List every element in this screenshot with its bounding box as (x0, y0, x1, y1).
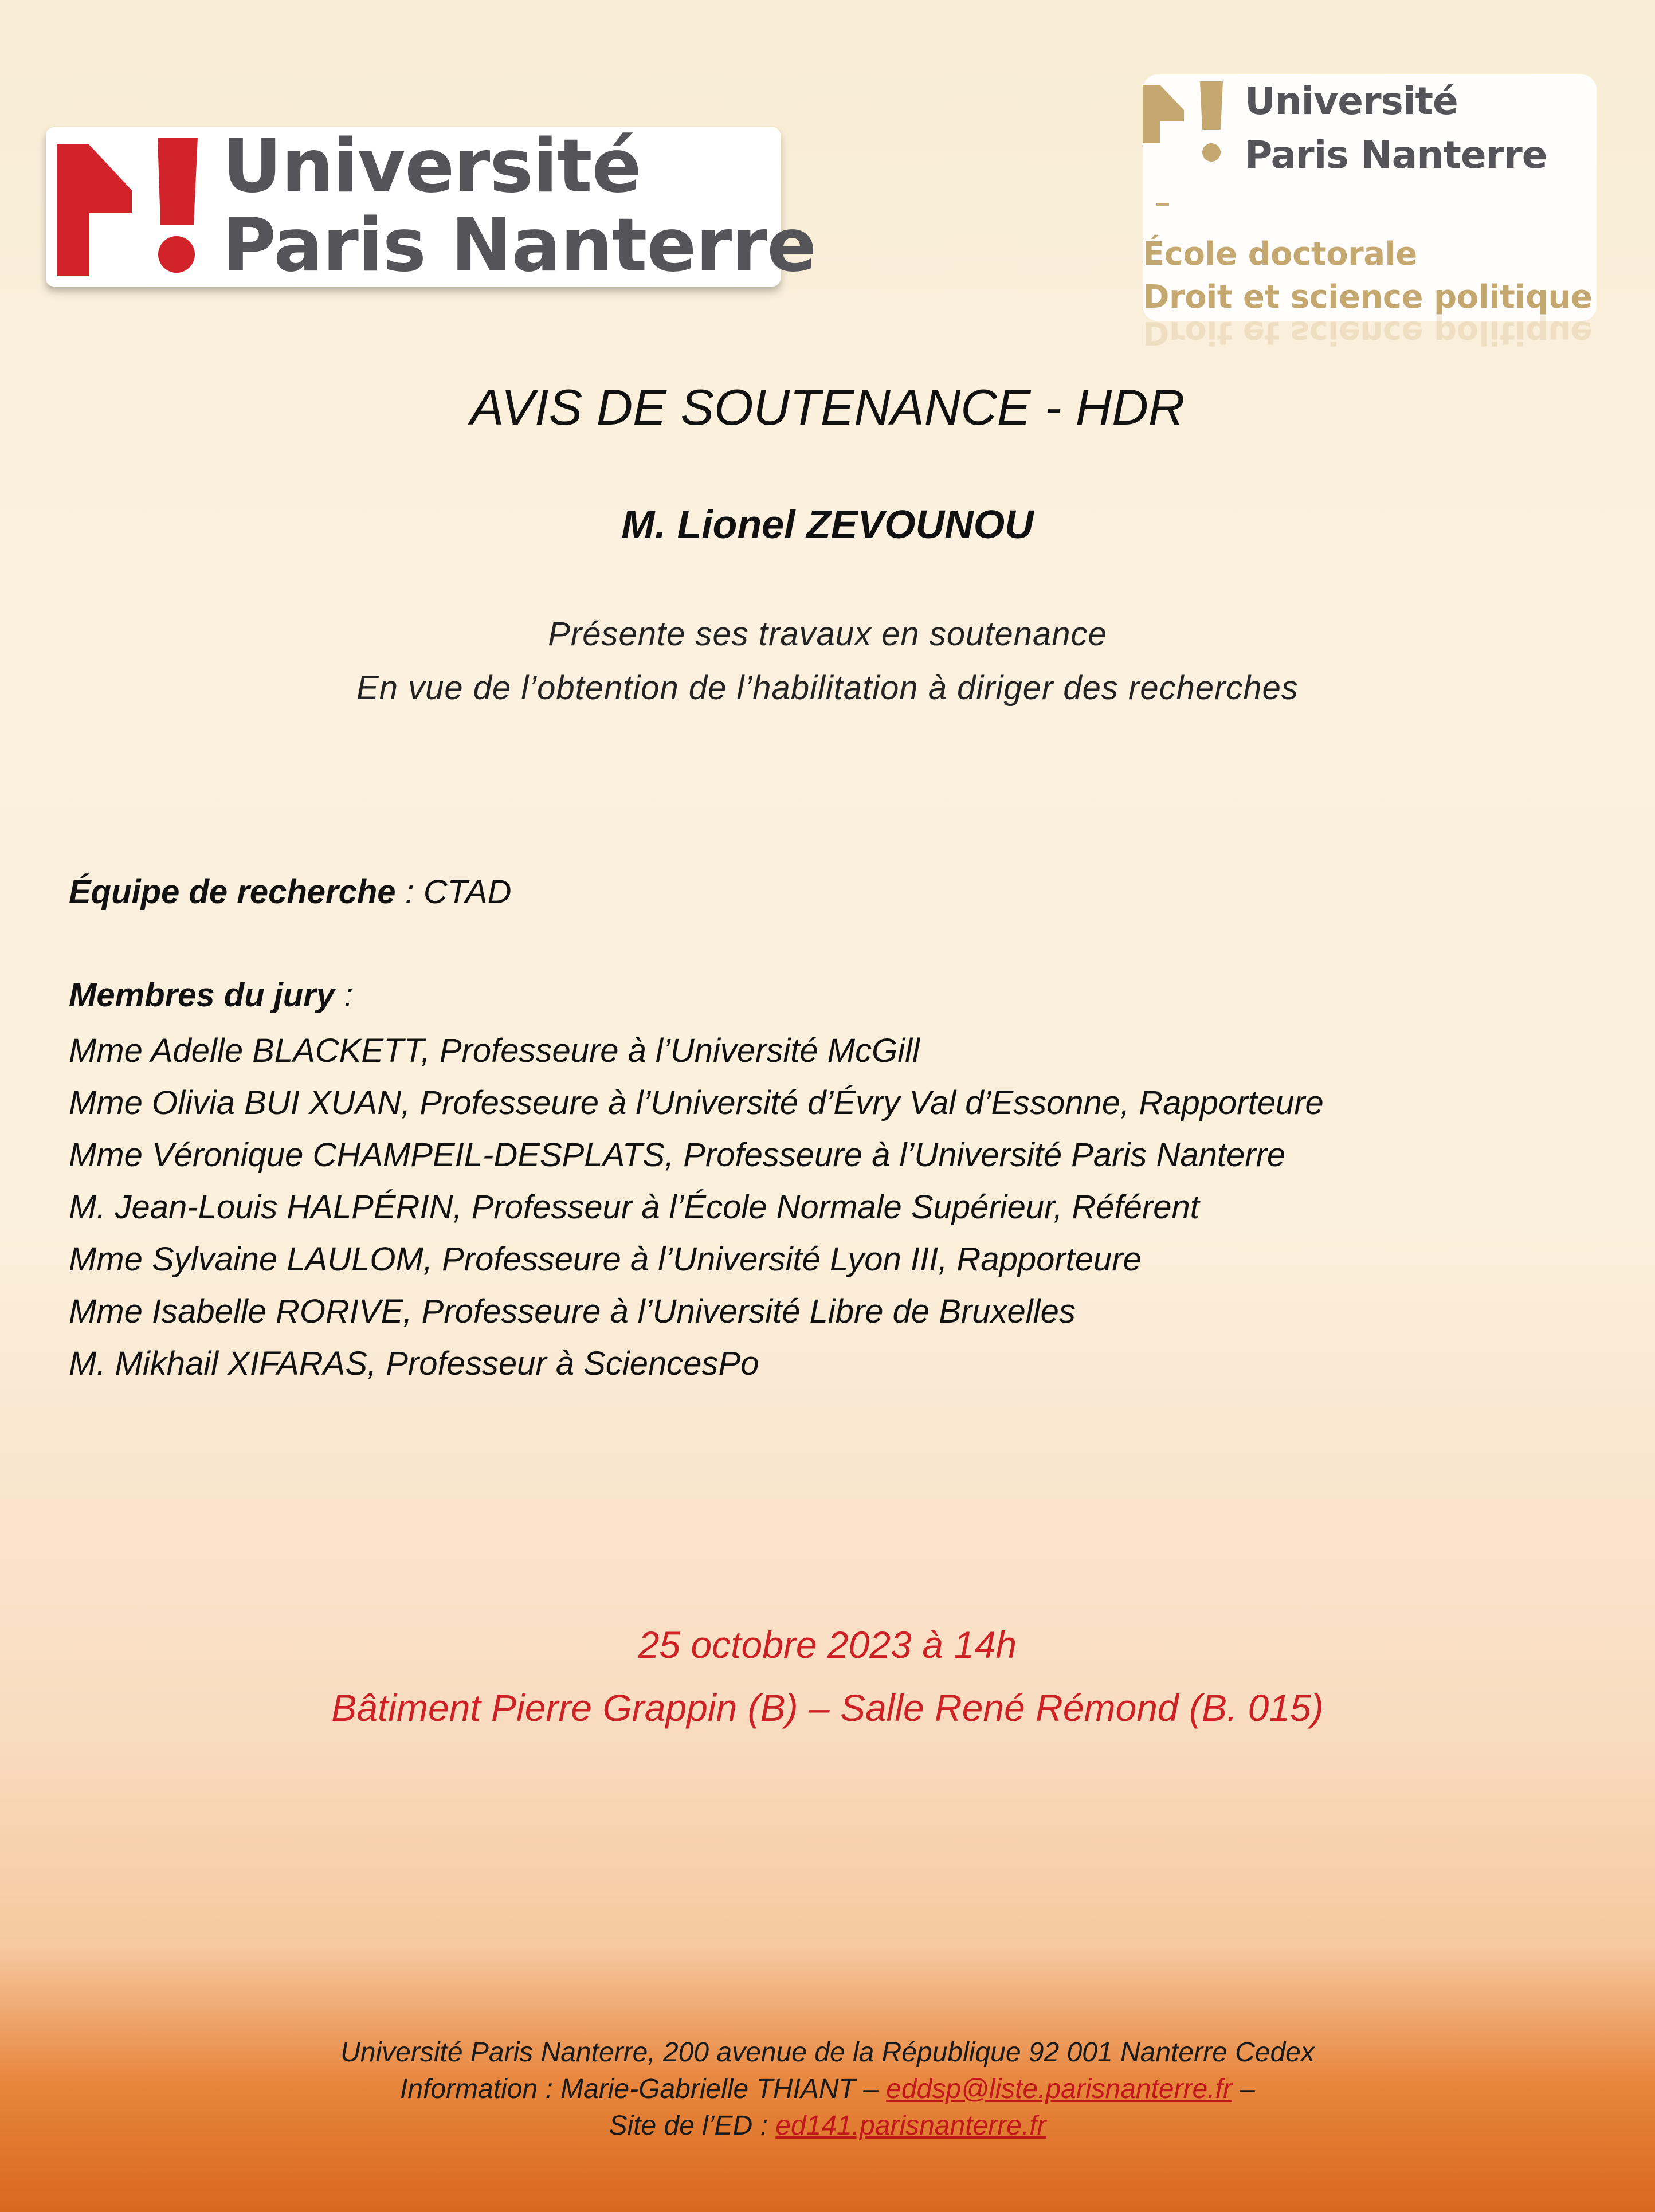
page-title: AVIS DE SOUTENANCE - HDR (470, 379, 1185, 436)
subtitle-line1: Présente ses travaux en soutenance (548, 615, 1107, 653)
nanterre-logo-mark-gold-icon (1143, 74, 1246, 166)
subtitle-line2: En vue de l’obtention de l’habilitation à diriger des recherches (356, 669, 1299, 707)
logo-universite-paris-nanterre (46, 124, 817, 288)
logo-right-line1: Université (1245, 79, 1458, 123)
logo-right-reflection: Droit et science politique (1143, 314, 1593, 351)
logo-right-school-line2: Droit et science politique (1143, 279, 1593, 316)
jury-member: Mme Olivia BUI XUAN, Professeure à l’Université d’Évry Val d’Essonne, Rapporteure (69, 1084, 1324, 1121)
jury-member: Mme Sylvaine LAULOM, Professeure à l’Université Lyon III, Rapporteure (69, 1241, 1142, 1278)
jury-separator: : (335, 976, 354, 1014)
event-place: Bâtiment Pierre Grappin (B) – Salle René Rémond (B. 015) (331, 1687, 1324, 1729)
research-team-label: Équipe de recherche (69, 873, 396, 911)
footer-address: Université Paris Nanterre, 200 avenue de la République 92 001 Nanterre Cedex (340, 2037, 1315, 2068)
ed-site-link[interactable]: ed141.parisnanterre.fr (775, 2111, 1046, 2141)
footer-site-prefix: Site de l’ED : (609, 2111, 776, 2141)
research-team (69, 866, 511, 918)
footer-information (0, 2071, 1655, 2108)
jury-member: M. Jean-Louis HALPÉRIN, Professeur à l’École Normale Supérieur, Référent (69, 1189, 1199, 1226)
jury-label: Membres du jury (69, 976, 335, 1014)
logo-left-line1: Université (222, 124, 641, 209)
logo-right-school-line1: École doctorale (1143, 236, 1417, 273)
candidate-name: M. Lionel ZEVOUNOU (621, 502, 1034, 547)
logo-ecole-doctorale (1143, 74, 1597, 351)
footer-site (0, 2108, 1655, 2144)
jury-member: Mme Adelle BLACKETT, Professeure à l’Université McGill (69, 1032, 920, 1069)
contact-email-link[interactable]: eddsp@liste.parisnanterre.fr (886, 2074, 1232, 2104)
logo-right-divider (1156, 203, 1169, 206)
research-team-value: CTAD (423, 873, 512, 911)
event-date: 25 octobre 2023 à 14h (638, 1623, 1017, 1666)
logo-left-line2: Paris Nanterre (222, 203, 817, 288)
jury-member: Mme Véronique CHAMPEIL-DESPLATS, Professeure à l’Université Paris Nanterre (69, 1136, 1286, 1174)
jury-member: Mme Isabelle RORIVE, Professeure à l’Université Libre de Bruxelles (69, 1293, 1076, 1330)
footer-info-suffix: – (1232, 2074, 1255, 2104)
nanterre-logo-mark-icon (46, 127, 218, 287)
research-team-separator: : (395, 873, 423, 911)
jury-member: M. Mikhail XIFARAS, Professeur à SciencesPo (69, 1345, 759, 1382)
jury-list (69, 1025, 1324, 1390)
footer-info-prefix: Information : Marie-Gabrielle THIANT – (400, 2074, 887, 2104)
jury-heading (69, 970, 353, 1021)
logo-right-line2: Paris Nanterre (1245, 133, 1547, 177)
